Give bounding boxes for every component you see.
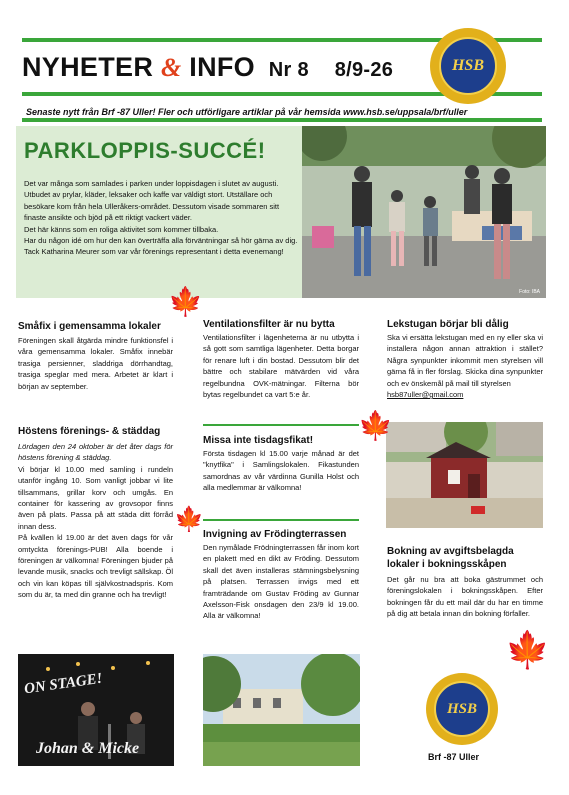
article-title: Lekstugan börjar bli dålig bbox=[387, 319, 509, 330]
maple-leaf-icon: 🍁 bbox=[168, 286, 203, 317]
article-title: Småfix i gemensamma lokaler bbox=[18, 321, 161, 332]
maple-leaf-icon: 🍁 bbox=[358, 410, 393, 441]
photo-credit: Foto: IBA bbox=[519, 289, 540, 295]
issue-number: Nr 8 bbox=[268, 59, 309, 81]
maple-leaf-icon: 🍁 bbox=[505, 629, 550, 670]
article-body: Vi börjar kl 10.00 med samling i rundeln utanför ingång 10. Som vanligt jobbar vi lite tillsammans, grillar korv och umgås. En container för kassering av grovsopor finns även på plats. Passa på att städa ditt förråd innan dess. bbox=[18, 464, 173, 531]
on-stage-names: Johan & Micke bbox=[36, 740, 140, 757]
on-stage-photo bbox=[18, 654, 174, 766]
article-title: Bokning av avgiftsbelagda lokaler i bokningsskåpen bbox=[387, 546, 514, 570]
playhouse-illustration bbox=[386, 422, 543, 528]
column2-rule-2 bbox=[203, 519, 359, 521]
article-body: Första tisdagen kl 15.00 varje månad är det "knytfika" i Samlingslokalen. Fikastunden samordnas av vår värdinna Gunilla Holst och alla medlemmar är välkomna! bbox=[203, 449, 359, 493]
article-body: Ska vi ersätta lekstugan med en ny eller ska vi installera någon annan attraktion i stället? Några synpunkter inkommit men styrelsen vill gärna få in fler förslag. Skicka dina synpunkter och ev önskemål på mail till styrelsen bbox=[387, 333, 543, 388]
masthead-word1: NYHETER bbox=[22, 52, 154, 82]
feature-paragraph: Har du någon idé om hur den kan överträffa alla förväntningar så hör gärna av dig. Tack Katharina Meurer som var vår förenings representant i detta evenemang! bbox=[24, 236, 298, 257]
flea-market-illustration bbox=[302, 126, 546, 298]
article-title: Invigning av Frödingterrassen bbox=[203, 529, 347, 540]
article-froding bbox=[203, 528, 359, 622]
issue-date: 8/9-26 bbox=[334, 59, 394, 81]
footer-association: Brf -87 Uller bbox=[428, 752, 480, 762]
on-stage-title: ON STAGE! bbox=[23, 670, 104, 698]
article-body: Den nymålade Frödningterrassen får inom kort en plakett med en dikt av Fröding. Dessutom skall det även installeras stämningsbelysning på platsen. Terrassen invigs med ett framträdande om Gustav Fröding av Gunnar Axelsson-Fisk onsdagen den 23/9 kl 19.00. Alla är välkomna! bbox=[203, 543, 359, 621]
feature-body bbox=[24, 178, 298, 258]
tagline-rule bbox=[22, 118, 542, 122]
feature-paragraph: Det var många som samlades i parken under loppisdagen i slutet av augusti. Utbudet av prylar, kläder, leksaker och kaffe var väldigt stort. Utställare och besökare kom från hela Ulleråkers-området. Dessutom visade sommaren sitt finaste ansikte och bjöd på ett riktigt vackert väder. bbox=[24, 179, 280, 223]
column2-rule-1 bbox=[203, 424, 359, 426]
hsb-logo-text: HSB bbox=[451, 57, 484, 74]
article-lekstugan bbox=[387, 318, 543, 400]
feature-title: PARKLOPPIS-SUCCÉ! bbox=[24, 138, 266, 163]
article-body: Ventilationsfilter i lägenheterna är nu utbytta i så gott som samtliga lägenheter. Detta borgar för renare luft i din bostad. Dessutom blir det bättre och stabilare mätvärden vid våra regelbundna OVK-mätningar. Filterna bör bytas regelbundet ca vart 5:e år. bbox=[203, 333, 359, 400]
terrace-illustration bbox=[203, 654, 360, 766]
masthead-ampersand: & bbox=[160, 53, 182, 82]
board-email-link[interactable]: hsb87uller@gmail.com bbox=[387, 390, 464, 400]
article-bokning bbox=[387, 545, 543, 620]
feature-paragraph: Det här känns som en roliga aktivitet som kommer tillbaka. bbox=[24, 224, 219, 234]
article-body: Föreningen skall åtgärda mindre funktionsfel i våra gemensamma lokaler. Småfix innebär trasiga persienner, sladdriga dörrhandtag, trasiga speglar med mera. Arbetet är klart i början av september. bbox=[18, 336, 173, 391]
article-title: Ventilationsfilter är nu bytta bbox=[203, 319, 335, 330]
hsb-footer-logo bbox=[426, 673, 498, 745]
flea-market-photo bbox=[302, 126, 546, 298]
article-smafix bbox=[18, 320, 173, 392]
article-stadday bbox=[18, 425, 173, 601]
terrace-photo bbox=[203, 654, 360, 766]
masthead-word2: INFO bbox=[189, 52, 255, 82]
playhouse-photo bbox=[386, 422, 543, 528]
tagline: Senaste nytt från Brf -87 Uller! Fler och utförligare artiklar på vår hemsida www.hsb.se/uppsala/brf/uller bbox=[26, 107, 468, 117]
article-title: Missa inte tisdagsfikat! bbox=[203, 435, 314, 446]
maple-leaf-icon: 🍁 bbox=[174, 506, 204, 533]
article-fika bbox=[203, 434, 359, 494]
article-intro: Lördagen den 24 oktober är det åter dags för höstens förening & städdag. bbox=[18, 442, 173, 463]
masthead-title bbox=[22, 52, 422, 82]
hsb-footer-logo-text: HSB bbox=[446, 700, 477, 717]
article-title: Höstens förenings- & städdag bbox=[18, 426, 161, 437]
article-ventilation bbox=[203, 318, 359, 400]
article-body: På kvällen kl 19.00 är det även dags för vår omtyckta förenings-PUB! Alla boende i föreningen är välkomna! Föreningen bjuder på levande musik, snacks och trevligt sällskap. Öl och vin kan köpas till självkostnadspris. Kom som du är, ta med din granne och ha trevligt! bbox=[18, 533, 173, 600]
article-body: Det går nu bra att boka gästrummet och föreningslokalen i bokningsskåpen. Efter bokningen får du ett mail där du har en timme på dig att betala innan din bokning förfaller. bbox=[387, 575, 543, 619]
feature-box bbox=[16, 126, 302, 298]
hsb-logo bbox=[430, 28, 506, 104]
